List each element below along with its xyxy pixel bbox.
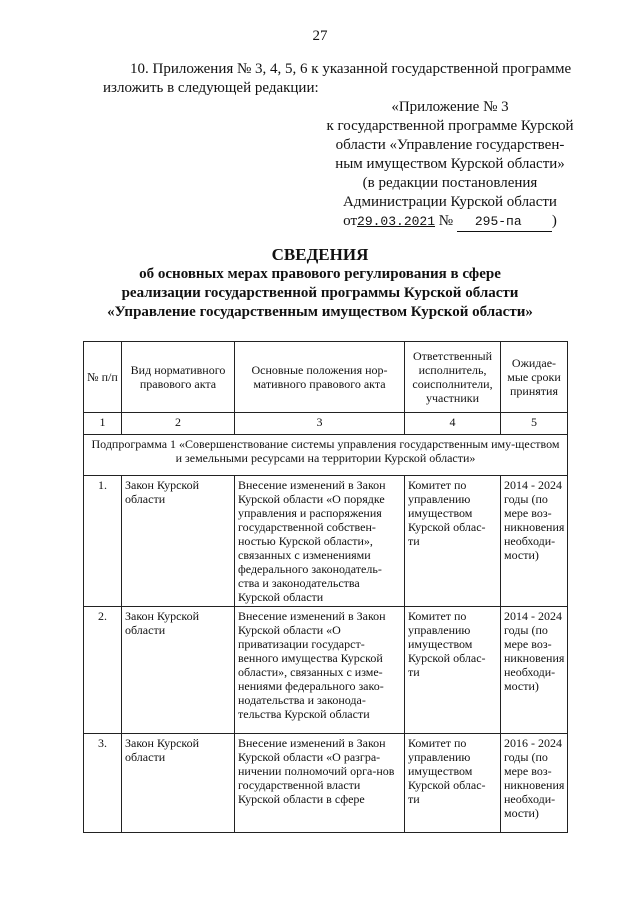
column-number: 5	[501, 413, 568, 435]
appendix-date-line	[300, 212, 600, 232]
decree-date: 29.03.2021	[357, 214, 436, 229]
table-row	[84, 734, 568, 833]
column-number: 2	[122, 413, 235, 435]
adoption-period: 2014 - 2024 годы (по мере воз-никновения необходи-мости)	[501, 476, 568, 607]
table-row	[84, 476, 568, 607]
heading-subtitle-line: «Управление государственным имуществом Курской области»	[107, 304, 533, 320]
date-prefix: от	[343, 213, 358, 229]
act-provisions: Внесение изменений в Закон Курской области «О приватизации государст-венного имущества Курской области», связанных с изме-нениями федерального зако-нодательства и законода-тельства Курской области	[235, 607, 405, 734]
column-number: 3	[235, 413, 405, 435]
act-type: Закон Курской области	[122, 734, 235, 833]
intro-line-1: 10. Приложения № 3, 4, 5, 6 к указанной государственной программе	[130, 61, 572, 77]
appendix-line: области «Управление государствен-	[335, 137, 565, 153]
responsible-executor: Комитет по управлению имуществом Курской облас-ти	[405, 734, 501, 833]
appendix-line: ным имуществом Курской области»	[335, 156, 565, 172]
heading-subtitle-line: реализации государственной программы Курской области	[121, 285, 519, 301]
document-heading	[60, 244, 580, 322]
page-number: 27	[312, 28, 328, 44]
row-number: 1.	[84, 476, 122, 607]
appendix-reference	[300, 98, 600, 232]
responsible-executor: Комитет по управлению имуществом Курской облас-ти	[405, 476, 501, 607]
appendix-line: к государственной программе Курской	[326, 118, 574, 134]
column-number: 1	[84, 413, 122, 435]
number-prefix: №	[438, 213, 454, 229]
column-header: Основные положения нор-мативного правового акта	[235, 342, 405, 413]
column-header: № п/п	[84, 342, 122, 413]
subprogram-title: Подпрограмма 1 «Совершенствование системы управления государственным иму-ществом и земельными ресурсами на территории Курской области»	[84, 435, 568, 476]
decree-number: 295-па	[457, 212, 552, 232]
close-paren: )	[551, 213, 557, 229]
column-header: Ожидае-мые сроки принятия	[501, 342, 568, 413]
intro-line-2: изложить в следующей редакции:	[103, 80, 319, 96]
appendix-line: Администрации Курской области	[343, 194, 557, 210]
act-type: Закон Курской области	[122, 607, 235, 734]
subprogram-row	[84, 435, 568, 476]
act-provisions: Внесение изменений в Закон Курской области «О порядке управления и распоряжения государственной собствен-ностью Курской области», связанных с изменениями федерального законодатель-ства и законодательства Курской области	[235, 476, 405, 607]
heading-title: СВЕДЕНИЯ	[271, 245, 369, 264]
column-header: Ответственный исполнитель, соисполнители, участники	[405, 342, 501, 413]
adoption-period: 2014 - 2024 годы (по мере воз-никновения необходи-мости)	[501, 607, 568, 734]
intro-paragraph	[103, 60, 623, 98]
heading-subtitle-line: об основных мерах правового регулирования в сфере	[139, 266, 501, 282]
adoption-period: 2016 - 2024 годы (по мере воз-никновения необходи-мости)	[501, 734, 568, 833]
row-number: 3.	[84, 734, 122, 833]
appendix-line: (в редакции постановления	[362, 175, 538, 191]
act-type: Закон Курской области	[122, 476, 235, 607]
column-number-row	[84, 413, 568, 435]
act-provisions: Внесение изменений в Закон Курской области «О разгра-ничении полномочий орга-нов государственной власти Курской области в сфере	[235, 734, 405, 833]
table-row	[84, 607, 568, 734]
column-header: Вид нормативного правового акта	[122, 342, 235, 413]
row-number: 2.	[84, 607, 122, 734]
appendix-line: «Приложение № 3	[391, 99, 509, 115]
table-header-row	[84, 342, 568, 413]
column-number: 4	[405, 413, 501, 435]
responsible-executor: Комитет по управлению имуществом Курской облас-ти	[405, 607, 501, 734]
measures-table	[83, 341, 568, 833]
